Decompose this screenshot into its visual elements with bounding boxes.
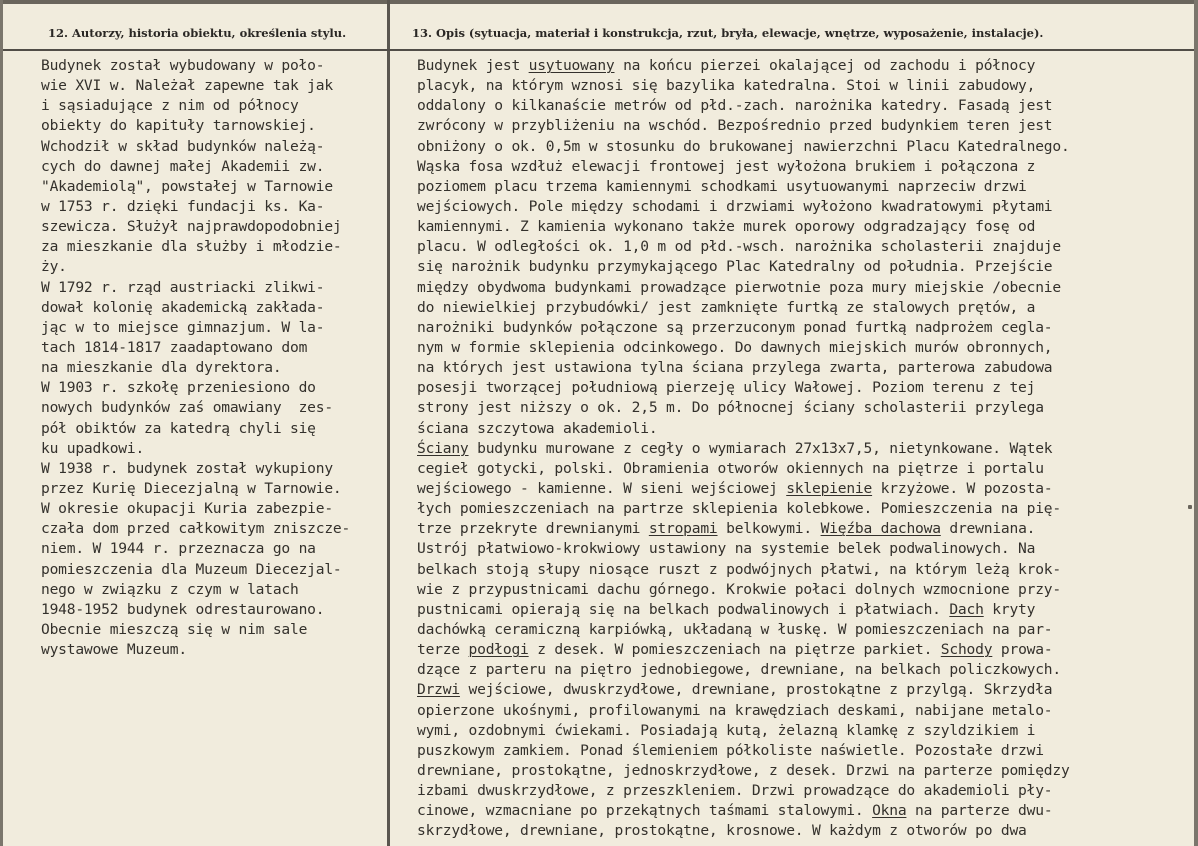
history-line: W 1938 r. budynek został wykupiony [41, 459, 333, 477]
description-text-column [417, 56, 1192, 841]
description-line [417, 398, 1192, 418]
description-text: narożniki budynków połączone są przerzuconym ponad furtką nadprożem cegla- [417, 318, 1053, 336]
history-line: dował kolonię akademicką zakłada- [41, 298, 325, 316]
description-line [417, 741, 1192, 761]
description-line [417, 177, 1192, 197]
description-text: drewniana. [940, 520, 1036, 538]
history-line: ku upadkowi. [41, 439, 145, 457]
description-line [417, 721, 1192, 741]
description-text: Wąska fosa wzdłuż elewacji frontowej jest wyłożona brukiem i połączona z [417, 157, 1036, 175]
description-text: placu. W odległości ok. 1,0 m od płd.-wsch. narożnika scholasterii znajduje [417, 238, 1061, 256]
description-text: łych pomieszczeniach na partrze sklepienia kolebkowe. Pomieszczenia na pię- [417, 500, 1061, 518]
description-text: wymi, ozdobnymi ćwiekami. Posiadają kutą, żelazną klamkę z szyldzikiem i [417, 721, 1036, 739]
description-text: z desek. W pomieszczeniach na piętrze parkiet. [528, 641, 941, 659]
description-line [417, 318, 1192, 338]
description-line [417, 76, 1192, 96]
description-text: wejściowe, dwuskrzydłowe, drewniane, prostokątne z przylgą. Skrzydła [459, 681, 1053, 699]
description-line [417, 781, 1192, 801]
description-line [417, 761, 1192, 781]
description-text: dzące z parteru na piętro jednobiegowe, drewniane, na belkach policzkowych. [417, 661, 1061, 679]
history-line: czała dom przed całkowitym zniszcze- [41, 520, 351, 538]
history-line: wie XVI w. Należał zapewne tak jak [41, 77, 333, 95]
description-text: opierzone ukośnymi, profilowanymi na krawędziach deskami, nabijane metalo- [417, 701, 1053, 719]
history-line: tach 1814-1817 zaadaptowano dom [41, 338, 308, 356]
description-line [417, 419, 1192, 439]
underlined-keyword: Dach [949, 600, 984, 618]
description-line [417, 116, 1192, 136]
description-text: wejściowego - kamienne. W sieni wejściowej [417, 479, 787, 497]
description-line [417, 237, 1192, 257]
history-line: wystawowe Muzeum. [41, 641, 187, 659]
underlined-keyword: Okna [872, 802, 907, 820]
description-text: ściana szczytowa akademioli. [417, 419, 658, 437]
description-line [417, 157, 1192, 177]
history-line: i sąsiadujące z nim od północy [41, 97, 299, 115]
description-text: na końcu pierzei okalającej od zachodu i północy [614, 57, 1036, 74]
underlined-keyword: Schody [940, 641, 993, 659]
description-text: wejściowych. Pole między schodami i drzwiami wyłożono kwadratowymi płytami [417, 197, 1053, 215]
description-line [417, 217, 1192, 237]
description-text: między obydwoma budynkami prowadzące pierwotnie poza mury miejskie /obecnie [417, 278, 1061, 296]
history-line: cych do dawnej małej Akademii zw. [41, 157, 325, 175]
history-line: pół obiktów za katedrą chyli się [41, 419, 316, 437]
description-line [417, 660, 1192, 680]
section-13-title: 13. Opis (sytuacja, materiał i konstrukcja, rzut, bryła, elewacje, wnętrze, wyposażenie, instalacje). [412, 26, 1044, 40]
description-line [417, 358, 1192, 378]
description-text: Ustrój płatwiowo-krokwiowy ustawiony na systemie belek podwalinowych. Na [417, 540, 1036, 558]
left-border [0, 0, 3, 846]
description-text: wie z przypustnicami dachu górnego. Krokwie połaci dolnych wzmocnione przy- [417, 580, 1061, 598]
description-text: skrzydłowe, drewniane, prostokątne, krosnowe. W każdym z otworów po dwa [417, 822, 1027, 840]
column-divider [387, 0, 390, 846]
description-text: placyk, na którym wznosi się bazylika katedralna. Stoi w linii zabudowy, [417, 77, 1036, 95]
history-line: przez Kurię Diecezjalną w Tarnowie. [41, 479, 342, 497]
section-12-title: 12. Autorzy, historia obiektu, określenia stylu. [48, 26, 347, 40]
history-line: w 1753 r. dzięki fundacji ks. Ka- [41, 197, 325, 215]
description-text: kamiennymi. Z kamienia wykonano także murek oporowy odgradzający fosę od [417, 218, 1036, 236]
description-text: strony jest niższy o ok. 2,5 m. Do północnej ściany scholasterii przylega [417, 399, 1044, 417]
right-border [1194, 0, 1198, 846]
description-line [417, 539, 1192, 559]
description-text: obniżony o ok. 0,5m w stosunku do brukowanej nawierzchni Placu Katedralnego. [417, 137, 1070, 155]
description-line [417, 580, 1192, 600]
description-text: budynku murowane z cegły o wymiarach 27x13x7,5, nietynkowane. Wątek [468, 439, 1053, 457]
history-line: nowych budynków zaś omawiany zes- [41, 399, 333, 417]
description-text: do niewielkiej przybudówki/ jest zamknięte furtką ze stalowych prętów, a [417, 298, 1036, 316]
history-line: pomieszczenia dla Muzeum Diecezjal- [41, 560, 342, 578]
description-line [417, 278, 1192, 298]
history-line: Wchodził w skład budynków należą- [41, 137, 325, 155]
underlined-keyword: Więźba dachowa [820, 520, 941, 538]
description-line [417, 257, 1192, 277]
description-line [417, 197, 1192, 217]
description-text: drewniane, prostokątne, jednoskrzydłowe, z desek. Drzwi na parterze pomiędzy [417, 761, 1070, 779]
history-line: na mieszkanie dla dyrektora. [41, 359, 282, 377]
description-text: prowa- [992, 641, 1053, 659]
description-text: kryty [983, 600, 1036, 618]
history-line: W okresie okupacji Kuria zabezpie- [41, 500, 333, 518]
description-text: terze [417, 641, 469, 659]
description-line [417, 439, 1192, 459]
top-border [0, 0, 1198, 4]
history-line: "Akademiolą", powstałej w Tarnowie [41, 177, 333, 195]
history-line: W 1792 r. rząd austriacki zlikwi- [41, 278, 325, 296]
description-line [417, 640, 1192, 660]
underlined-keyword: usytuowany [528, 57, 615, 74]
description-text: poziomem placu trzema kamiennymi schodkami usytuowanymi naprzeciw drzwi [417, 177, 1027, 195]
history-text-column [41, 56, 381, 660]
description-line [417, 459, 1192, 479]
description-text: posesji tworzącej południową pierzeję ulicy Wałowej. Poziom terenu z tej [417, 379, 1036, 397]
description-line [417, 298, 1192, 318]
description-text: cegieł gotycki, polski. Obramienia otworów okiennych na piętrze i portalu [417, 459, 1044, 477]
underlined-keyword: Drzwi [417, 681, 460, 699]
underlined-keyword: stropami [648, 520, 718, 538]
description-text: puszkowym zamkiem. Ponad ślemieniem półkoliste naświetle. Pozostałe drzwi [417, 741, 1044, 759]
description-line [417, 137, 1192, 157]
description-line [417, 479, 1192, 499]
history-line: obiekty do kapituły tarnowskiej. [41, 117, 316, 135]
history-line: niem. W 1944 r. przeznacza go na [41, 540, 316, 558]
description-text: zwrócony w przybliżeniu na wschód. Bezpośrednio przed budynkiem teren jest [417, 117, 1053, 135]
description-line [417, 600, 1192, 620]
history-line: Budynek został wybudowany w poło- [41, 57, 325, 74]
history-line: Obecnie mieszczą się w nim sale [41, 620, 308, 638]
description-text: pustnicami opierają się na belkach podwalinowych i płatwiach. [417, 600, 950, 618]
underlined-keyword: Ściany [417, 439, 469, 457]
history-line: W 1903 r. szkołę przeniesiono do [41, 379, 316, 397]
description-text: nym w formie sklepienia odcinkowego. Do dawnych miejskich murów obronnych, [417, 338, 1053, 356]
description-line [417, 620, 1192, 640]
underlined-keyword: sklepienie [786, 479, 873, 497]
description-line [417, 499, 1192, 519]
description-line [417, 56, 1192, 76]
history-line: jąc w to miejsce gimnazjum. W la- [41, 318, 325, 336]
description-line [417, 519, 1192, 539]
history-line: nego w związku z czym w latach [41, 580, 299, 598]
description-text: dachówką ceramiczną karpiówką, układaną w łuskę. W pomieszczeniach na par- [417, 620, 1053, 638]
description-line [417, 560, 1192, 580]
description-text: cinowe, wzmacniane po przekątnych taśmami stalowymi. [417, 802, 873, 820]
description-line [417, 96, 1192, 116]
description-line [417, 680, 1192, 700]
description-text: trze przekryte drewnianymi [417, 520, 649, 538]
description-line [417, 701, 1192, 721]
history-line: 1948-1952 budynek odrestaurowano. [41, 600, 325, 618]
description-text: belkach stoją słupy niosące ruszt z podwójnych płatwi, na którym leżą krok- [417, 560, 1061, 578]
history-line: szewicza. Służył najprawdopodobniej [41, 218, 342, 236]
description-text: belkowymi. [717, 520, 821, 538]
history-line: za mieszkanie dla służby i młodzie- [41, 238, 342, 256]
history-line: ży. [41, 258, 67, 276]
description-line [417, 378, 1192, 398]
header-rule [3, 49, 1194, 51]
description-text: izbami dwuskrzydłowe, z przeszkleniem. Drzwi prowadzące do akademioli pły- [417, 782, 1053, 800]
underlined-keyword: podłogi [468, 641, 529, 659]
description-text: oddalony o kilkanaście metrów od płd.-zach. narożnika katedry. Fasadą jest [417, 97, 1053, 115]
description-line [417, 338, 1192, 358]
description-text: krzyżowe. W pozosta- [872, 479, 1053, 497]
description-text: na parterze dwu- [906, 802, 1053, 820]
paper-speck [1188, 505, 1192, 509]
description-text: się narożnik budynku przymykającego Plac Katedralny od południa. Przejście [417, 258, 1053, 276]
description-text: Budynek jest [417, 57, 529, 74]
description-line [417, 801, 1192, 821]
description-text: na których jest ustawiona tylna ściana przylega zwarta, parterowa zabudowa [417, 359, 1053, 377]
description-line [417, 821, 1192, 841]
